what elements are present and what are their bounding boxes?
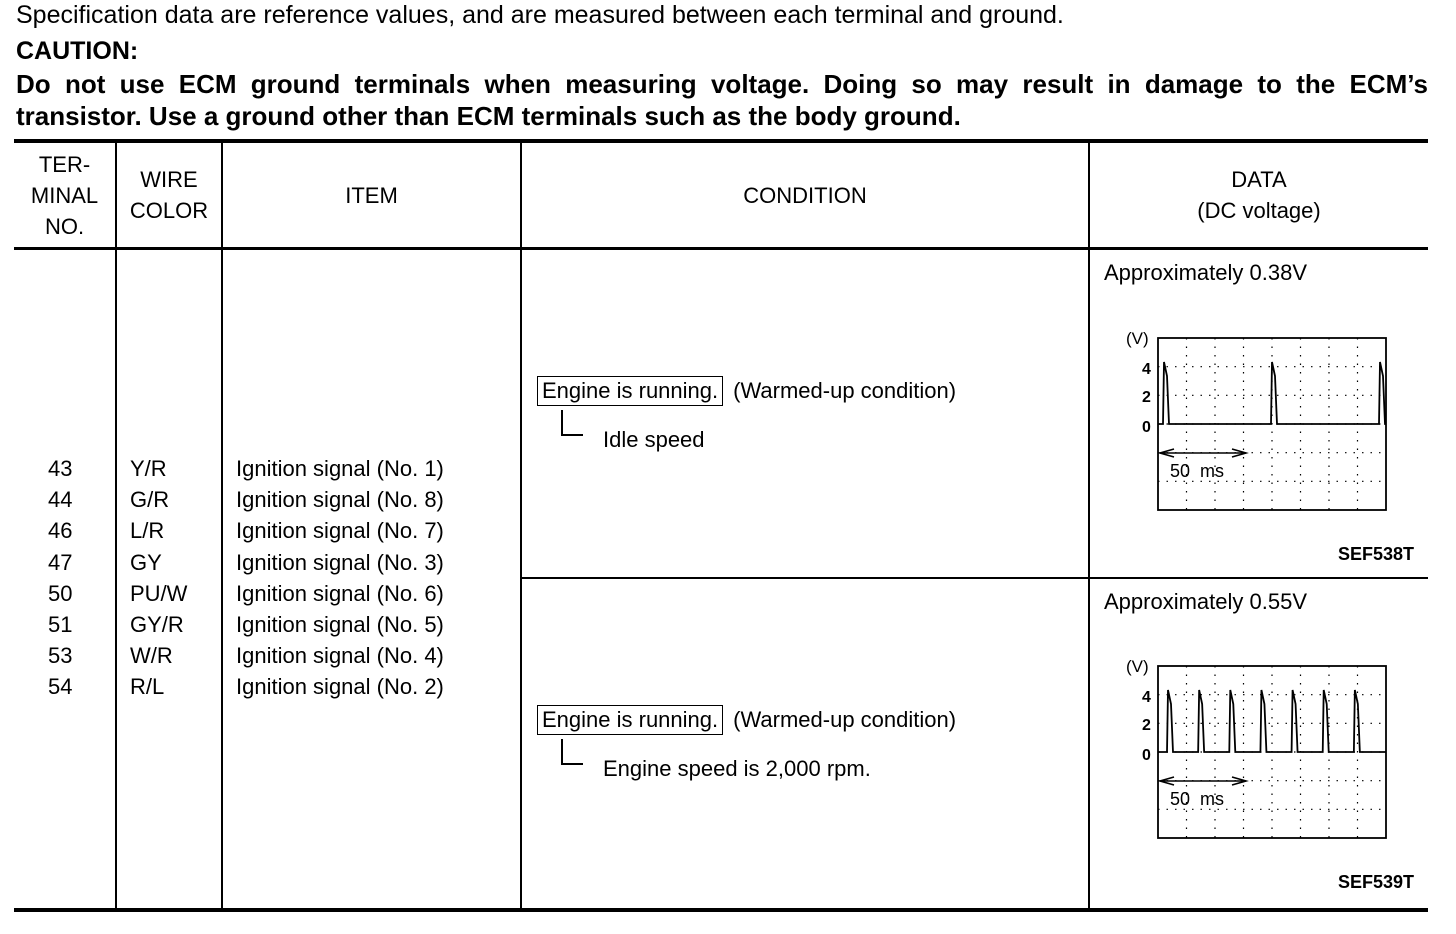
item-label: Ignition signal (No. 3) xyxy=(236,549,444,575)
condition-row-2 xyxy=(537,705,956,735)
waveform-chart-1 xyxy=(1120,320,1400,520)
y-tick-label: 2 xyxy=(1142,717,1151,734)
intro-text: Specification data are reference values, and are measured between each terminal and ground. xyxy=(16,1,1064,29)
data-value-2: Approximately 0.55V xyxy=(1104,589,1307,614)
col-divider xyxy=(221,141,223,910)
wire-color: GY/R xyxy=(130,612,184,638)
elbow-connector xyxy=(561,410,583,436)
time-scale-label: 50 ms xyxy=(1170,789,1225,809)
y-tick-label: 4 xyxy=(1142,689,1151,706)
figure-code-2: SEF539T xyxy=(1338,872,1415,892)
y-tick-label: 4 xyxy=(1142,361,1151,378)
caution-body: Do not use ECM ground terminals when measuring voltage. Doing so may result in damage to the ECM’s transistor. Use a ground other than ECM terminals such as the body ground. xyxy=(16,69,1428,131)
condition-boxed-label: Engine is running. xyxy=(537,705,723,735)
time-scale-label: 50 ms xyxy=(1170,461,1225,481)
wire-color: PU/W xyxy=(130,580,188,606)
wire-color: G/R xyxy=(130,487,170,513)
col-divider xyxy=(115,141,117,910)
item-label: Ignition signal (No. 6) xyxy=(236,580,444,606)
waveform-chart-2 xyxy=(1120,648,1400,848)
item-label: Ignition signal (No. 4) xyxy=(236,643,444,669)
condition-sub-text: Engine speed is 2,000 rpm. xyxy=(603,756,871,781)
terminal-number: 54 xyxy=(48,674,73,700)
terminal-number: 53 xyxy=(48,643,73,669)
header-condition: CONDITION xyxy=(743,182,867,208)
item-label: Ignition signal (No. 5) xyxy=(236,612,444,638)
y-tick-label: 0 xyxy=(1142,419,1151,436)
item-label: Ignition signal (No. 8) xyxy=(236,487,444,513)
y-tick-label: 2 xyxy=(1142,389,1151,406)
wire-color: GY xyxy=(130,549,162,575)
figure-code-1: SEF538T xyxy=(1338,544,1415,564)
wire-color-list xyxy=(130,453,187,703)
col-divider xyxy=(520,141,522,910)
condition-note: (Warmed-up condition) xyxy=(733,707,957,732)
item-label: Ignition signal (No. 7) xyxy=(236,518,444,544)
terminal-number-list xyxy=(48,453,72,703)
elbow-connector xyxy=(561,739,583,765)
terminal-number: 47 xyxy=(48,549,73,575)
header-wire-color: WIRE COLOR xyxy=(129,167,209,223)
terminal-number: 46 xyxy=(48,518,73,544)
row-divider xyxy=(521,577,1428,579)
header-data: DATA (DC voltage) xyxy=(1197,167,1321,223)
y-tick-label: 0 xyxy=(1142,747,1151,764)
terminal-number: 51 xyxy=(48,612,73,638)
item-list xyxy=(236,453,444,703)
header-terminal-no: TER- MINAL NO. xyxy=(30,151,99,239)
terminal-number: 50 xyxy=(48,580,73,606)
wire-color: R/L xyxy=(130,674,165,700)
table-bottom-rule xyxy=(14,908,1428,912)
condition-boxed-label: Engine is running. xyxy=(537,376,723,406)
item-label: Ignition signal (No. 1) xyxy=(236,456,444,481)
col-divider xyxy=(1088,141,1090,910)
wire-color: W/R xyxy=(130,643,173,669)
data-value-1: Approximately 0.38V xyxy=(1104,260,1307,285)
waveform-trace xyxy=(1158,362,1386,424)
header-item: ITEM xyxy=(345,182,398,208)
wire-color: L/R xyxy=(130,518,165,544)
axis-unit-label: (V) xyxy=(1126,329,1149,348)
terminal-number: 43 xyxy=(48,456,73,481)
condition-sub-text: Idle speed xyxy=(603,427,705,452)
wire-color: Y/R xyxy=(130,456,167,481)
condition-note: (Warmed-up condition) xyxy=(733,378,957,403)
condition-row-1 xyxy=(537,376,956,406)
caution-title: CAUTION: xyxy=(16,37,139,65)
axis-unit-label: (V) xyxy=(1126,657,1149,676)
item-label: Ignition signal (No. 2) xyxy=(236,674,444,700)
terminal-number: 44 xyxy=(48,487,73,513)
